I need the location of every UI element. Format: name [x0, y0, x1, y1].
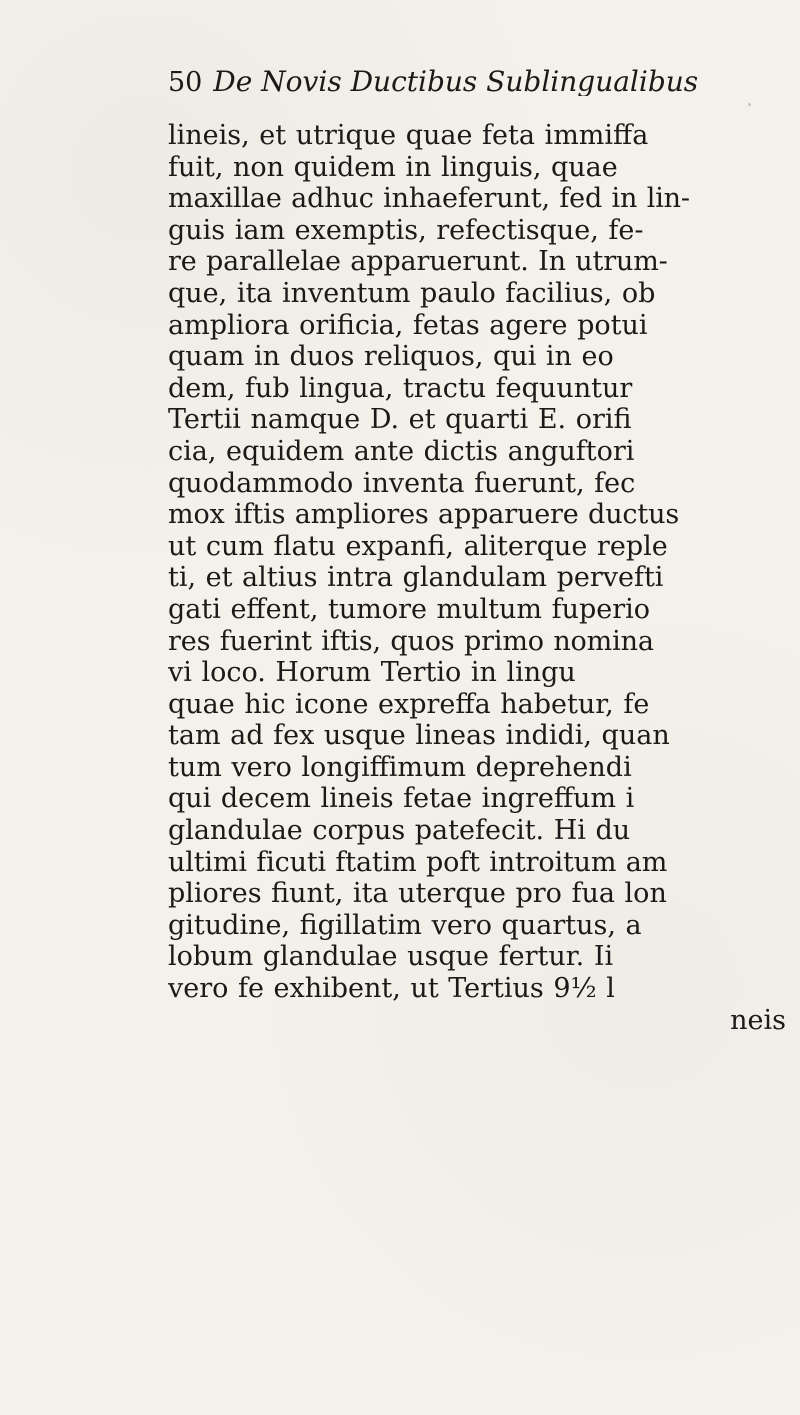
text-line: quae hic icone expreffa habetur, fe — [168, 688, 650, 720]
text-line: tam ad fex usque lineas indidi, quan — [168, 720, 670, 752]
text-line: tum vero longiffimum deprehendi — [168, 751, 632, 783]
text-line: glandulae corpus patefecit. Hi du — [168, 815, 631, 847]
text-line: vero fe exhibent, ut Tertius 9½ l — [168, 973, 615, 1005]
latin-text-block — [168, 120, 800, 1036]
text-line: res fuerint iftis, quos primo nomina — [168, 625, 654, 657]
text-line: ut cum flatu expanfi, aliterque reple — [168, 530, 668, 562]
page-number: 50 — [168, 68, 203, 96]
text-line: fuit, non quidem in linguis, quae — [168, 151, 618, 183]
text-line: Tertii namque D. et quarti E. orifi — [168, 404, 632, 436]
text-line: re parallelae apparuerunt. In utrum- — [168, 246, 668, 278]
running-header — [168, 68, 800, 96]
text-line: guis iam exemptis, refectisque, fe- — [168, 214, 644, 246]
text-line: ampliora orificia, fetas agere potui — [168, 309, 648, 341]
text-line: quodammodo inventa fuerunt, fec — [168, 467, 636, 499]
text-line: ultimi ficuti ftatim poft introitum am — [168, 846, 668, 878]
text-line: que, ita inventum paulo facilius, ob — [168, 277, 656, 309]
text-line: cia, equidem ante dictis anguftori — [168, 435, 635, 467]
paper-speck — [748, 103, 751, 106]
text-line: dem, fub lingua, tractu fequuntur — [168, 372, 633, 404]
text-line: lineis, et utrique quae feta immiffa — [168, 120, 649, 151]
text-line: vi loco. Horum Tertio in lingu — [168, 657, 576, 689]
text-line: gitudine, figillatim vero quartus, a — [168, 909, 642, 941]
text-line: mox iftis ampliores apparuere ductus — [168, 499, 680, 531]
text-line: qui decem lineis fetae ingreffum i — [168, 783, 635, 815]
catchword: neis — [730, 1004, 786, 1036]
text-line: maxillae adhuc inhaeferunt, fed in lin- — [168, 183, 690, 215]
running-title: De Novis Ductibus Sublingualibus — [213, 68, 699, 96]
text-line: quam in duos reliquos, qui in eo — [168, 341, 614, 373]
text-line: lobum glandulae usque fertur. Ii — [168, 941, 614, 973]
text-line: ti, et altius intra glandulam pervefti — [168, 562, 664, 594]
text-line: gati effent, tumore multum fuperio — [168, 593, 651, 625]
text-line: pliores fiunt, ita uterque pro fua lon — [168, 878, 667, 910]
